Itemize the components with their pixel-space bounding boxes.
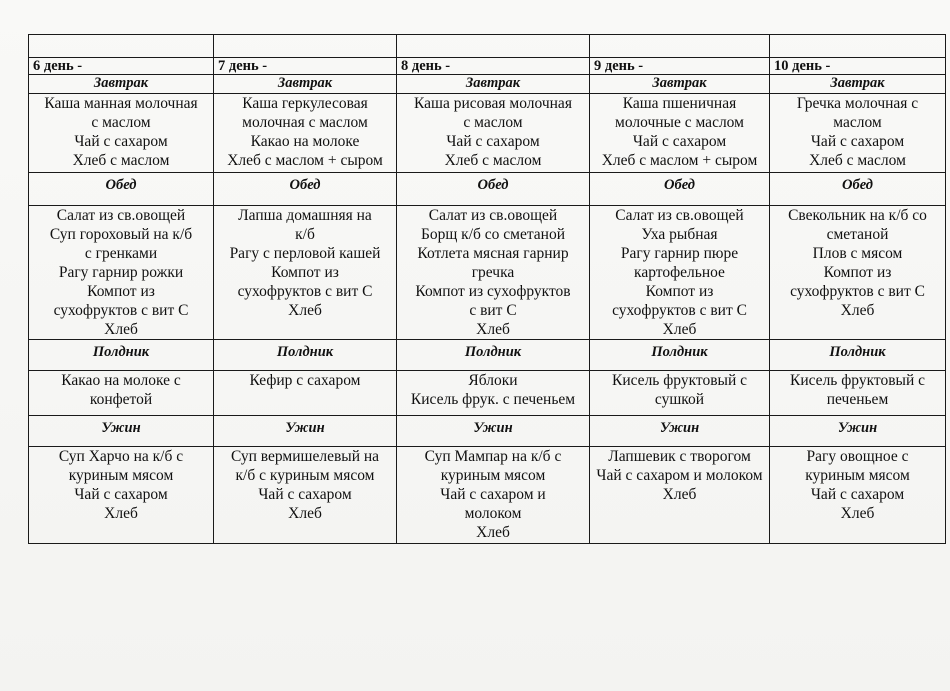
menu-line: с вит С — [469, 302, 517, 319]
breakfast-cell — [397, 94, 590, 173]
menu-line: молочная с маслом — [242, 114, 368, 131]
menu-line: печеньем — [826, 391, 889, 408]
menu-line: Суп гороховый на к/б — [49, 226, 193, 243]
lunch-label: Обед — [397, 173, 590, 206]
menu-line: Хлеб с маслом — [72, 152, 170, 169]
menu-line: Компот из — [87, 283, 155, 300]
dinner-cell — [214, 447, 397, 544]
breakfast-cell — [590, 94, 770, 173]
menu-line: сухофруктов с вит С — [790, 283, 925, 300]
blank-cell — [29, 35, 214, 58]
menu-line: Лапша домашняя на — [238, 207, 372, 224]
menu-line: Борщ к/б со сметаной — [420, 226, 566, 243]
breakfast-cell — [214, 94, 397, 173]
lunch-label: Обед — [770, 173, 946, 206]
dinner-row — [29, 447, 946, 544]
snack-cell — [214, 371, 397, 416]
menu-line: Чай с сахаром — [632, 133, 727, 150]
breakfast-cell — [29, 94, 214, 173]
menu-line: Чай с сахаром и молоком — [596, 467, 763, 484]
menu-line: Уха рыбная — [641, 226, 718, 243]
breakfast-label: Завтрак — [590, 75, 770, 94]
menu-line: Салат из св.овощей — [56, 207, 186, 224]
snack-label: Полдник — [590, 340, 770, 371]
menu-line: Чай с сахаром — [446, 133, 540, 150]
menu-line: Кефир с сахаром — [249, 372, 361, 389]
breakfast-label-row — [29, 75, 946, 94]
snack-cell — [29, 371, 214, 416]
menu-line: Суп Харчо на к/б с — [58, 448, 184, 465]
dinner-label-row — [29, 416, 946, 447]
menu-line: Рагу гарнир пюре — [620, 245, 739, 262]
menu-line: Рагу с перловой кашей — [229, 245, 381, 262]
menu-line: Гречка молочная с — [796, 95, 919, 112]
menu-line: куриным мясом — [440, 467, 546, 484]
menu-line: Компот из — [823, 264, 892, 281]
menu-line: Каша рисовая молочная — [414, 95, 572, 112]
menu-line: Котлета мясная гарнир — [417, 245, 569, 262]
menu-line: Рагу гарнир рожки — [58, 264, 184, 281]
menu-line: гречка — [471, 264, 515, 281]
menu-line: Салат из св.овощей — [428, 207, 558, 224]
menu-line: к/б — [295, 226, 315, 243]
menu-line: сухофруктов с вит С — [612, 302, 747, 319]
menu-line: молоком — [464, 505, 522, 522]
menu-line: конфетой — [89, 391, 153, 408]
menu-line: Компот из — [271, 264, 339, 281]
dinner-cell — [29, 447, 214, 544]
blank-cell — [770, 35, 946, 58]
dinner-label: Ужин — [770, 416, 946, 447]
dinner-label: Ужин — [29, 416, 214, 447]
breakfast-label: Завтрак — [214, 75, 397, 94]
day-6-header: 6 день - — [29, 58, 214, 75]
menu-line: Кисель фрук. с печеньем — [410, 391, 576, 408]
menu-line: Хлеб — [288, 302, 322, 319]
menu-line: Хлеб — [662, 321, 697, 338]
snack-row — [29, 371, 946, 416]
menu-line: сушкой — [654, 391, 705, 408]
snack-label: Полдник — [214, 340, 397, 371]
menu-line: Хлеб — [104, 505, 138, 522]
blank-cell — [397, 35, 590, 58]
day-8-header: 8 день - — [397, 58, 590, 75]
snack-cell — [770, 371, 946, 416]
menu-line: Чай с сахаром — [74, 486, 168, 503]
menu-line: Хлеб — [662, 486, 697, 503]
lunch-cell — [397, 206, 590, 340]
dinner-cell — [590, 447, 770, 544]
menu-table — [28, 34, 946, 544]
menu-line: куриным мясом — [68, 467, 174, 484]
lunch-cell — [770, 206, 946, 340]
menu-line: Кисель фруктовый с — [611, 372, 748, 389]
snack-cell — [590, 371, 770, 416]
snack-label: Полдник — [29, 340, 214, 371]
day-10-header: 10 день - — [770, 58, 946, 75]
menu-line: Чай с сахаром — [258, 486, 352, 503]
menu-line: сухофруктов с вит С — [237, 283, 373, 300]
lunch-cell — [214, 206, 397, 340]
menu-line: к/б с куриным мясом — [235, 467, 375, 484]
lunch-label: Обед — [29, 173, 214, 206]
snack-label: Полдник — [397, 340, 590, 371]
day-7-header: 7 день - — [214, 58, 397, 75]
blank-cell — [590, 35, 770, 58]
snack-label-row — [29, 340, 946, 371]
menu-line: Лапшевик с творогом — [608, 448, 751, 465]
breakfast-label: Завтрак — [770, 75, 946, 94]
breakfast-label: Завтрак — [397, 75, 590, 94]
dinner-label: Ужин — [590, 416, 770, 447]
menu-line: Хлеб с маслом + сыром — [227, 152, 383, 169]
menu-line: Суп вермишелевый на — [230, 448, 380, 465]
menu-line: с маслом — [91, 114, 151, 131]
lunch-label: Обед — [590, 173, 770, 206]
menu-line: Хлеб — [476, 321, 510, 338]
lunch-label: Обед — [214, 173, 397, 206]
menu-line: Чай с сахаром и — [440, 486, 546, 503]
menu-line: Чай с сахаром — [810, 133, 905, 150]
menu-line: Кисель фруктовый с — [789, 372, 926, 389]
menu-line: сметаной — [826, 226, 889, 243]
menu-line: с гренками — [84, 245, 158, 262]
menu-line: Хлеб — [104, 321, 138, 338]
menu-line: картофельное — [634, 264, 725, 281]
menu-line: Хлеб — [476, 524, 510, 541]
menu-line: Чай с сахаром — [74, 133, 168, 150]
menu-line: Плов с мясом — [812, 245, 903, 262]
dinner-cell — [770, 447, 946, 544]
days-row — [29, 58, 946, 75]
lunch-label-row — [29, 173, 946, 206]
menu-line: Салат из св.овощей — [615, 207, 744, 224]
dinner-label: Ужин — [397, 416, 590, 447]
menu-line: Хлеб — [840, 302, 875, 319]
menu-line: Хлеб — [288, 505, 322, 522]
menu-line: Чай с сахаром — [810, 486, 905, 503]
day-9-header: 9 день - — [590, 58, 770, 75]
menu-line: Каша манная молочная — [44, 95, 198, 112]
menu-line: Суп Мампар на к/б с — [424, 448, 562, 465]
lunch-row — [29, 206, 946, 340]
menu-line: Какао на молоке с — [61, 372, 181, 389]
menu-line: Компот из сухофруктов — [415, 283, 571, 300]
menu-line: Каша пшеничная — [622, 95, 737, 112]
menu-line: Хлеб с маслом — [809, 152, 906, 169]
menu-line: Хлеб — [840, 505, 875, 522]
lunch-cell — [590, 206, 770, 340]
breakfast-row — [29, 94, 946, 173]
menu-line: молочные с маслом — [615, 114, 744, 131]
snack-cell — [397, 371, 590, 416]
menu-line: Хлеб с маслом + сыром — [601, 152, 758, 169]
blank-header-row — [29, 35, 946, 58]
dinner-cell — [397, 447, 590, 544]
menu-line: Свекольник на к/б со — [788, 207, 927, 224]
menu-line: Хлеб с маслом — [444, 152, 542, 169]
menu-line: Какао на молоке — [250, 133, 360, 150]
menu-line: Яблоки — [468, 372, 518, 389]
blank-cell — [214, 35, 397, 58]
menu-line: маслом — [833, 114, 882, 131]
lunch-cell — [29, 206, 214, 340]
menu-line: сухофруктов с вит С — [53, 302, 189, 319]
breakfast-label: Завтрак — [29, 75, 214, 94]
menu-line: Рагу овощное с — [806, 448, 909, 465]
dinner-label: Ужин — [214, 416, 397, 447]
menu-line: Компот из — [645, 283, 714, 300]
menu-line: с маслом — [463, 114, 523, 131]
snack-label: Полдник — [770, 340, 946, 371]
menu-line: куриным мясом — [805, 467, 910, 484]
breakfast-cell — [770, 94, 946, 173]
menu-line: Каша геркулесовая — [242, 95, 368, 112]
